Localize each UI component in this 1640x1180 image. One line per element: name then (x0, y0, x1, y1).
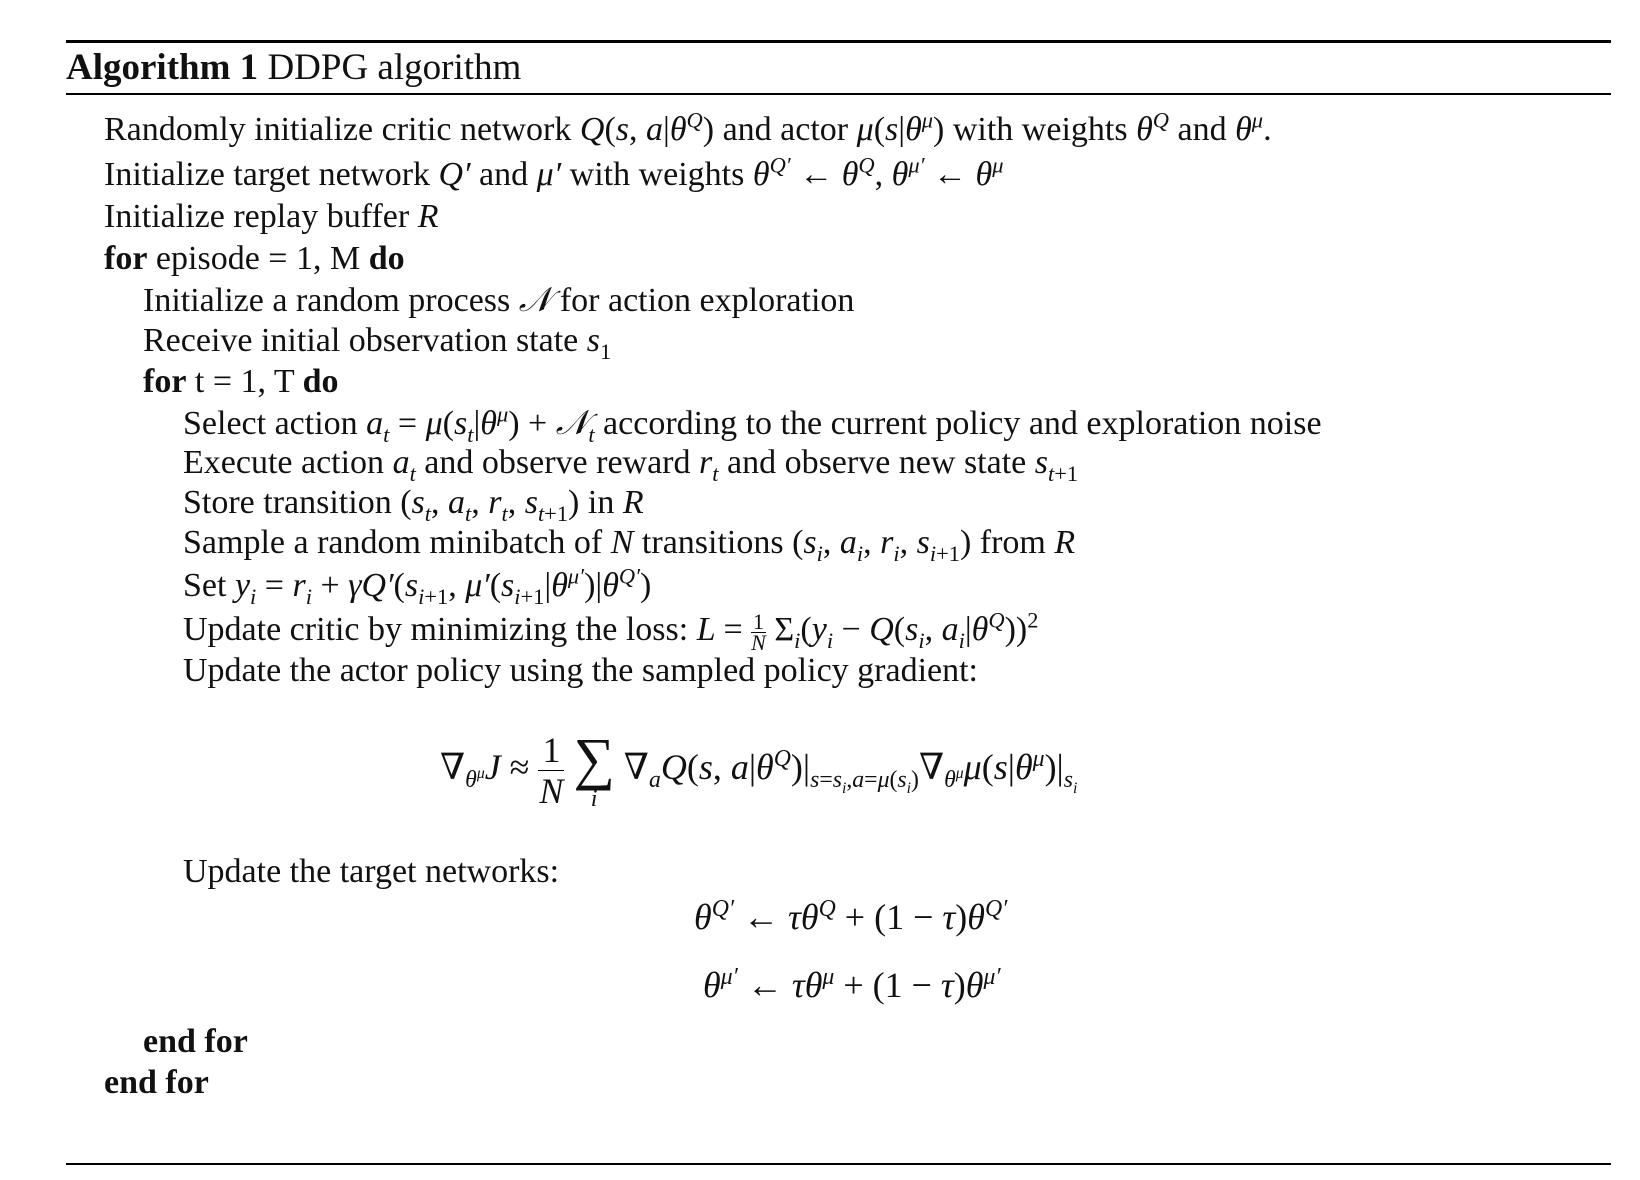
header-rule (66, 93, 1611, 95)
step-set-target: Set $y_i = r_i + \gamma Q'(s_{i+1}$, $\mu'(s_{i+1}|\theta^{\mu'})|\theta^{Q'}$) (183, 563, 652, 609)
step-receive-observation: Receive initial observation state $s_1$ (143, 322, 612, 364)
do-keyword: do (302, 363, 339, 400)
step-execute-action: Execute action $a_t$ and observe reward $r_t$ and observe new state $s_{t+1}$ (183, 444, 1079, 486)
step-update-critic: Update critic by minimizing the loss: L = $\frac{1}{N}$ $\Sigma_i(y_i - Q(s_i$, $a_i|\theta^Q))^2$ (183, 607, 1039, 655)
end-for-outer: end for (104, 1064, 209, 1101)
do-keyword: do (368, 240, 405, 277)
target-update-mu-equation: $\theta^{\mu'}$ ← $\tau\theta^\mu + (1 - \tau)\theta^{\mu'}$ (703, 964, 1001, 1005)
step-update-actor: Update the actor policy using the sampled policy gradient: (183, 652, 978, 689)
top-rule (66, 40, 1611, 43)
for-t-loop (143, 362, 339, 402)
algorithm-header (66, 46, 521, 90)
for-keyword: for (104, 240, 148, 277)
algorithm-number: Algorithm 1 (66, 47, 259, 88)
for-t-range: t = 1, T (194, 363, 295, 400)
step-init-target: Initialize target network Q′ and μ′ with weights $\theta^{Q'}$ ← $\theta^Q$, $\theta^{\mu'}$ ← $\theta^\mu$ (104, 152, 1004, 193)
step-store-transition: Store transition ($s_t$, $a_t$, $r_t$, $s_{t+1}$) in R (183, 484, 644, 526)
algorithm-title: DDPG algorithm (267, 47, 522, 88)
step-select-action: Select action $a_t = \mu(s_t|\theta^\mu)$ + 𝒩$_t$ according to the current policy and exploration noise (183, 401, 1322, 447)
policy-gradient-equation: $\nabla_{\theta^\mu}J$ ≈ $\frac{1}{N}$ ∑ i $\nabla_aQ(s$, $a|\theta^Q)|_{s=s_i,a=\mu(s_i)}\nabla_{\theta^\mu}\mu(s|\theta^\mu)|_{s_i}$ (440, 725, 1078, 812)
step-init-replay: Initialize replay buffer R (104, 198, 439, 235)
for-episode-range: episode = 1, M (155, 240, 361, 277)
step-init-process: Initialize a random process 𝒩 for action exploration (143, 280, 855, 320)
step-sample-minibatch: Sample a random minibatch of N transitions ($s_i$, $a_i$, $r_i$, $s_{i+1}$) from R (183, 524, 1076, 566)
for-keyword: for (143, 363, 187, 400)
for-episode-loop (104, 239, 405, 279)
step-update-targets: Update the target networks: (183, 853, 560, 890)
end-for-inner: end for (143, 1023, 248, 1060)
target-update-q-equation: $\theta^{Q'}$ ← $\tau\theta^Q + (1 - \tau)\theta^{Q'}$ (694, 896, 1008, 937)
step-init-critic-actor: Randomly initialize critic network Q(s, $a|\theta^Q$) and actor $\mu(s|\theta^\mu)$ with weights $\theta^Q$ and $\theta^\mu$. (104, 107, 1272, 148)
bottom-rule (66, 1163, 1611, 1165)
